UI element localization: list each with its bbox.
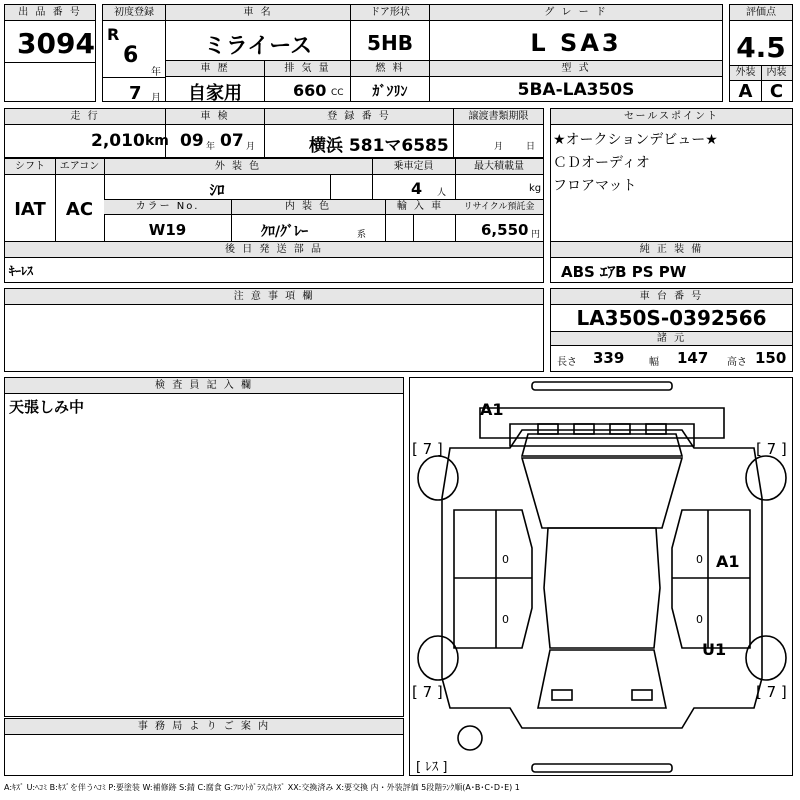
factory-equip: ABS ｴｱB PS PW (561, 263, 687, 281)
mileage: 2,010 (91, 131, 145, 151)
inspector-note: 天張しみ中 (9, 398, 85, 416)
svg-text:0: 0 (502, 613, 509, 626)
inspection-year: 09 (180, 131, 204, 151)
notes-header: 注 意 事 項 欄 (5, 289, 543, 305)
first-reg-header: 初度登録 (103, 5, 165, 21)
tire-front-right: [ 7 ] (756, 440, 787, 458)
legend: A:ｷｽﾞ U:ﾍｺﾐ B:ｷｽﾞを伴うﾍｺﾐ P:要塗装 W:補修跡 S:錆 C:腐食 G:ﾌﾛﾝﾄｶﾞﾗｽ点ｷｽﾞ XX:交換済み X:要交換 内・外装評価 5段階ﾗﾝｸ順(A･B･C･D･E) 1 (4, 783, 520, 792)
displacement-box (264, 60, 351, 102)
door-type: 5HB (367, 31, 413, 55)
displacement: 660 (293, 81, 327, 100)
inspector-box (4, 377, 404, 717)
interior-header: 内装 (761, 66, 792, 80)
car-name-header: 車 名 (166, 5, 350, 21)
fuel-box (350, 60, 430, 102)
score: 4.5 (736, 31, 786, 64)
tire-rear-right: [ 7 ] (756, 683, 787, 701)
transfer-header: 譲渡書類期限 (454, 109, 543, 125)
yen-unit: 円 (531, 230, 541, 240)
interior-grade: C (769, 81, 784, 102)
score-header: 評価点 (730, 5, 792, 21)
svg-text:0: 0 (696, 613, 703, 626)
office-header: 事 務 局 よ り ご 案 内 (5, 719, 403, 735)
car-diagram (409, 377, 793, 776)
inspector-header: 検 査 員 記 入 欄 (5, 378, 403, 394)
grade-header: グ レ ー ド (430, 5, 722, 21)
reg-month-unit: 月 (151, 93, 161, 104)
reg-no-header: 登 録 番 号 (265, 109, 453, 125)
cc-unit: CC (331, 88, 344, 98)
sales-point-2: ＣＤオーディオ (553, 155, 650, 171)
shift: IAT (14, 199, 46, 220)
model-code-box (429, 60, 723, 102)
door-header: ドア形状 (351, 5, 429, 21)
ext-color-header: 外 装 色 (104, 159, 372, 175)
grade-box (429, 4, 723, 61)
km-unit: km (145, 133, 169, 149)
inspection-month-unit: 月 (246, 142, 256, 152)
reg-year: 6 (123, 43, 139, 68)
era: R (107, 25, 120, 44)
notes-box (4, 288, 544, 372)
tire-front-left: [ 7 ] (412, 440, 443, 458)
inspection-year-unit: 年 (206, 142, 216, 152)
inspection-box (165, 108, 265, 158)
capacity: 4 (411, 179, 423, 198)
model-code: 5BA-LA350S (517, 80, 635, 100)
damage-mark-front: A1 (480, 400, 504, 419)
chassis-box (550, 288, 793, 372)
aircon-header: エアコン (55, 159, 104, 175)
color-no: W19 (148, 221, 187, 239)
capacity-unit: 人 (437, 188, 447, 198)
capacity-header: 乗車定員 (372, 159, 455, 175)
height: 150 (755, 349, 787, 367)
damage-mark-u1: U1 (702, 640, 727, 659)
lot-no-box (4, 4, 96, 102)
transfer-day-unit: 日 (526, 142, 536, 152)
inspection-month: 07 (220, 131, 244, 151)
exterior-grade: A (738, 81, 753, 102)
car-name-box (165, 4, 351, 61)
int-color: ｸﾛ/ｸﾞﾚｰ (261, 224, 309, 240)
int-color-header: 内 装 色 (231, 200, 385, 215)
door-box (350, 4, 430, 61)
max-load-header: 最大積載量 (455, 159, 543, 175)
width: 147 (677, 349, 709, 367)
import-header: 輸 入 車 (385, 200, 455, 215)
length-label: 長さ (557, 357, 577, 368)
transfer-box (453, 108, 544, 158)
recycle: 6,550 (481, 221, 529, 239)
sales-point-3: フロアマット (553, 178, 637, 194)
score-box (729, 4, 793, 102)
length: 339 (593, 349, 625, 367)
shift-header: シフト (5, 159, 55, 175)
later-parts: ｷｰﾚｽ (9, 264, 34, 278)
transfer-month-unit: 月 (494, 142, 504, 152)
lot-no: 3094 (17, 27, 95, 60)
aircon: AC (65, 199, 94, 220)
reg-no-box (264, 108, 454, 158)
history: 自家用 (188, 83, 242, 104)
history-header: 車 歴 (166, 61, 264, 77)
exterior-header: 外装 (730, 66, 761, 80)
color-no-header: カラー No. (104, 200, 231, 215)
model-code-header: 型 式 (430, 61, 722, 77)
sales-point-box (550, 108, 793, 242)
factory-equip-box (550, 241, 793, 283)
reg-year-unit: 年 (151, 67, 161, 78)
ext-color: ｼﾛ (209, 181, 225, 199)
width-label: 幅 (649, 357, 659, 368)
fuel-header: 燃 料 (351, 61, 429, 77)
height-label: 高さ (727, 357, 747, 368)
svg-text:0: 0 (696, 553, 703, 566)
mileage-header: 走 行 (5, 109, 165, 125)
inspection-header: 車 検 (166, 109, 264, 125)
spare-tire: [ ﾚｽ ] (416, 760, 448, 775)
mileage-box (4, 108, 169, 158)
svg-text:0: 0 (502, 553, 509, 566)
sales-point-1: ★オークションデビュー★ (553, 132, 718, 148)
spec-box (4, 158, 544, 242)
fuel: ｶﾞｿﾘﾝ (372, 84, 408, 100)
car-name: ミライース (203, 34, 313, 59)
max-load-unit: kg (529, 183, 542, 194)
office-box (4, 718, 404, 776)
later-parts-box (4, 241, 544, 283)
later-parts-header: 後 日 発 送 部 品 (5, 242, 543, 258)
int-color-suffix: 系 (357, 230, 367, 240)
grade: L SA3 (530, 29, 622, 57)
sales-point-header: セールスポイント (551, 109, 792, 125)
dimensions-header: 諸 元 (551, 332, 792, 346)
factory-equip-header: 純 正 装 備 (551, 242, 792, 258)
reg-month: 7 (129, 83, 142, 104)
lot-no-header: 出 品 番 号 (5, 5, 95, 21)
history-box (165, 60, 265, 102)
displacement-header: 排 気 量 (265, 61, 350, 77)
chassis-header: 車 台 番 号 (551, 289, 792, 305)
tire-rear-left: [ 7 ] (412, 683, 443, 701)
car-outline (410, 378, 794, 777)
damage-mark-right: A1 (716, 552, 740, 571)
recycle-header: リサイクル預託金 (455, 200, 543, 215)
reg-no: 横浜 581マ6585 (309, 136, 449, 156)
first-reg-box (102, 4, 166, 102)
chassis-no: LA350S-0392566 (576, 306, 767, 330)
